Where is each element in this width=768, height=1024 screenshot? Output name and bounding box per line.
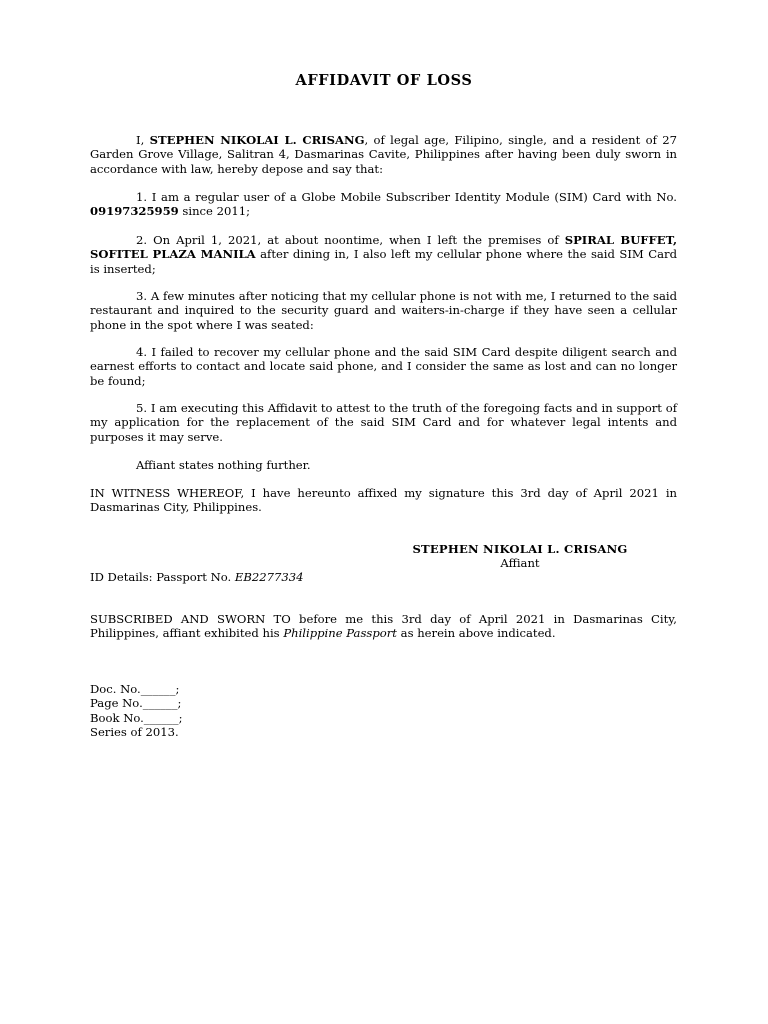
signature-name: STEPHEN NIKOLAI L. CRISANG — [412, 542, 628, 556]
intro-paragraph — [90, 133, 677, 176]
p1-tail: since 2011; — [178, 204, 251, 219]
p5-text: 5. I am executing this Affidavit to attest to the truth of the foregoing facts and in support of my application for the replacement of the said SIM Card and for whatever legal intents and purposes it may serve. — [90, 401, 677, 444]
paragraph-1 — [90, 190, 677, 219]
signature-role: Affiant — [500, 556, 540, 571]
paragraph-4 — [90, 345, 677, 388]
notarial-register — [90, 682, 677, 740]
paragraph-3 — [90, 289, 677, 332]
document-title: AFFIDAVIT OF LOSS — [295, 72, 473, 89]
id-label: ID Details: Passport No. — [90, 570, 235, 584]
p2-tail: after dining in, I also left my cellular phone where the said SIM Card is inserted; — [90, 247, 677, 276]
restaurant-name: SPIRAL BUFFET, SOFITEL PLAZA MANILA — [90, 233, 677, 262]
p4-text: 4. I failed to recover my cellular phone and the said SIM Card despite diligent search and earnest efforts to contact and locate said phone, and I consider the same as lost and can no longer be found; — [90, 345, 677, 388]
jurat-document: Philippine Passport — [283, 626, 397, 641]
sim-number: 09197325959 — [90, 204, 179, 219]
id-details — [90, 570, 677, 584]
jurat-text: SUBSCRIBED AND SWORN TO before me this 3rd day of April 2021 in Dasmarinas City, Philippines, affiant exhibited his — [90, 612, 677, 641]
closing-paragraph — [90, 458, 677, 472]
paragraph-5 — [90, 401, 677, 444]
doc-no: Doc. No.______; — [90, 682, 180, 696]
jurat-paragraph — [90, 612, 677, 641]
jurat-tail: as herein above indicated. — [396, 626, 556, 641]
witness-paragraph — [90, 486, 677, 515]
intro-suffix: , of legal age, Filipino, single, and a resident of 27 Garden Grove Village, Salitran 4, Dasmarinas Cavite, Philippines after having been duly sworn in accordance with law, hereby depose and say that: — [90, 133, 677, 176]
paragraph-2 — [90, 233, 677, 276]
page-no: Page No.______; — [90, 696, 182, 711]
signature-block — [400, 542, 640, 571]
passport-number: EB2277334 — [234, 570, 304, 584]
witness-text: IN WITNESS WHEREOF, I have hereunto affixed my signature this 3rd day of April 2021 in Dasmarinas City, Philippines. — [90, 486, 677, 515]
intro-prefix: I, — [136, 133, 150, 147]
p3-text: 3. A few minutes after noticing that my cellular phone is not with me, I returned to the said restaurant and inquired to the security guard and waiters-in-charge if they have seen a cellular phone in the spot where I was seated: — [90, 289, 677, 332]
affiant-name: STEPHEN NIKOLAI L. CRISANG — [149, 133, 365, 147]
closing-text: Affiant states nothing further. — [136, 458, 311, 472]
p2-text: 2. On April 1, 2021, at about noontime, when I left the premises of — [136, 233, 565, 247]
series: Series of 2013. — [90, 725, 179, 740]
p1-text: 1. I am a regular user of a Globe Mobile Subscriber Identity Module (SIM) Card with No. — [136, 190, 677, 204]
book-no: Book No.______; — [90, 710, 183, 725]
